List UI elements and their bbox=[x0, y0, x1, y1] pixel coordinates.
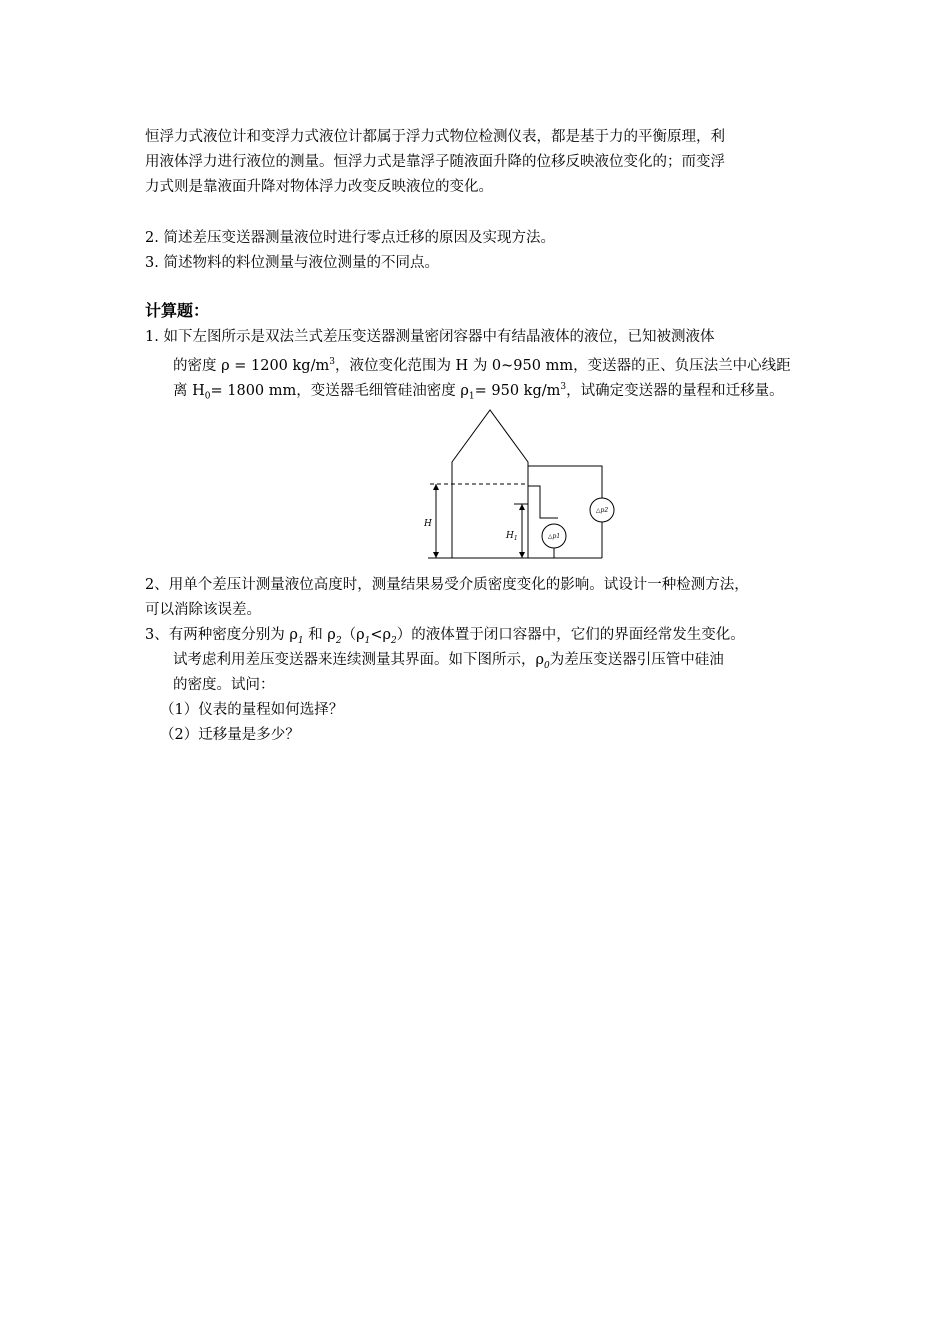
arrow-down-icon bbox=[433, 552, 439, 558]
text-run: ，试确定变送器的量程和迁移量。 bbox=[566, 382, 784, 399]
calc-problem-3-line-3: 的密度。试问： bbox=[173, 677, 275, 693]
superscript: 3 bbox=[560, 382, 567, 392]
calc-problem-3-subquestion-1: （1）仪表的量程如何选择？ bbox=[160, 702, 344, 718]
calc-heading: 计算题： bbox=[145, 301, 210, 320]
intro-line-3: 力式则是靠液面升降对物体浮力改变反映液位的变化。 bbox=[145, 179, 493, 195]
calc-problem-3-subquestion-2: （2）迁移量是多少？ bbox=[160, 727, 300, 743]
subscript: 1 bbox=[297, 635, 304, 646]
inner-pipe bbox=[528, 486, 558, 518]
text-run: = 950 kg/m bbox=[474, 382, 561, 399]
superscript: 3 bbox=[329, 357, 335, 367]
arrow-down-icon bbox=[519, 552, 525, 558]
intro-line-1: 恒浮力式液位计和变浮力式液位计都属于浮力式物位检测仪表，都是基于力的平衡原理，利 bbox=[145, 129, 725, 145]
calc-problem-3-line-2 bbox=[173, 650, 843, 676]
text-run: （ρ bbox=[341, 627, 365, 643]
text-run: 试考虑利用差压变送器来连续测量其界面。如下图所示，ρ bbox=[173, 652, 545, 668]
subscript: 1 bbox=[468, 391, 475, 402]
calc-problem-2-line-2: 可以消除该误差。 bbox=[145, 602, 261, 618]
label-H: H bbox=[424, 519, 432, 529]
text-run: ）的液体置于闭口容器中，它们的界面经常发生变化。 bbox=[396, 627, 745, 643]
calc-problem-1-line-3 bbox=[173, 377, 843, 407]
text-run: 的密度 ρ = 1200 kg/m bbox=[173, 357, 330, 374]
label-H1 bbox=[505, 531, 518, 542]
gauge-dp1-label: △p1 bbox=[547, 533, 561, 540]
subscript: 2 bbox=[391, 635, 397, 646]
text-run: ，液位变化范围为 H 为 0~950 mm，变送器的正、负压法兰中心线距 bbox=[334, 357, 791, 374]
subscript: 0 bbox=[204, 391, 211, 402]
text-run: = 1800 mm，变送器毛细管硅油密度 ρ bbox=[210, 382, 469, 399]
tank-diagram bbox=[410, 406, 620, 564]
short-question-3: 3. 简述物料的料位测量与液位测量的不同点。 bbox=[145, 255, 439, 271]
text-run: <ρ bbox=[370, 627, 392, 643]
text-run: 和 ρ bbox=[303, 627, 336, 643]
calc-problem-1-line-2 bbox=[173, 352, 843, 376]
subscript: 1 bbox=[513, 535, 518, 542]
text-run: 3、有两种密度分别为 ρ bbox=[145, 627, 298, 643]
text-run: H bbox=[506, 531, 514, 541]
text-run: 离 H bbox=[173, 382, 205, 399]
arrow-up-icon bbox=[433, 484, 439, 490]
intro-line-2: 用液体浮力进行液位的测量。恒浮力式是靠浮子随液面升降的位移反映液位变化的；而变浮 bbox=[145, 154, 725, 170]
calc-problem-1-line-1: 1. 如下左图所示是双法兰式差压变送器测量密闭容器中有结晶液体的液位，已知被测液体 bbox=[145, 329, 715, 345]
subscript: 1 bbox=[364, 635, 371, 646]
subscript: 2 bbox=[335, 635, 342, 646]
text-run: 为差压变送器引压管中硅油 bbox=[549, 652, 724, 668]
calc-problem-2-line-1: 2、用单个差压计测量液位高度时，测量结果易受介质密度变化的影响。试设计一种检测方法， bbox=[145, 577, 749, 593]
calc-problem-3-line-1 bbox=[145, 625, 815, 651]
gauge-dp2-label: △p2 bbox=[595, 507, 609, 514]
short-question-2: 2. 简述差压变送器测量液位时进行零点迁移的原因及实现方法。 bbox=[145, 230, 555, 246]
subscript: 0 bbox=[544, 660, 550, 671]
arrow-up-icon bbox=[519, 504, 525, 510]
